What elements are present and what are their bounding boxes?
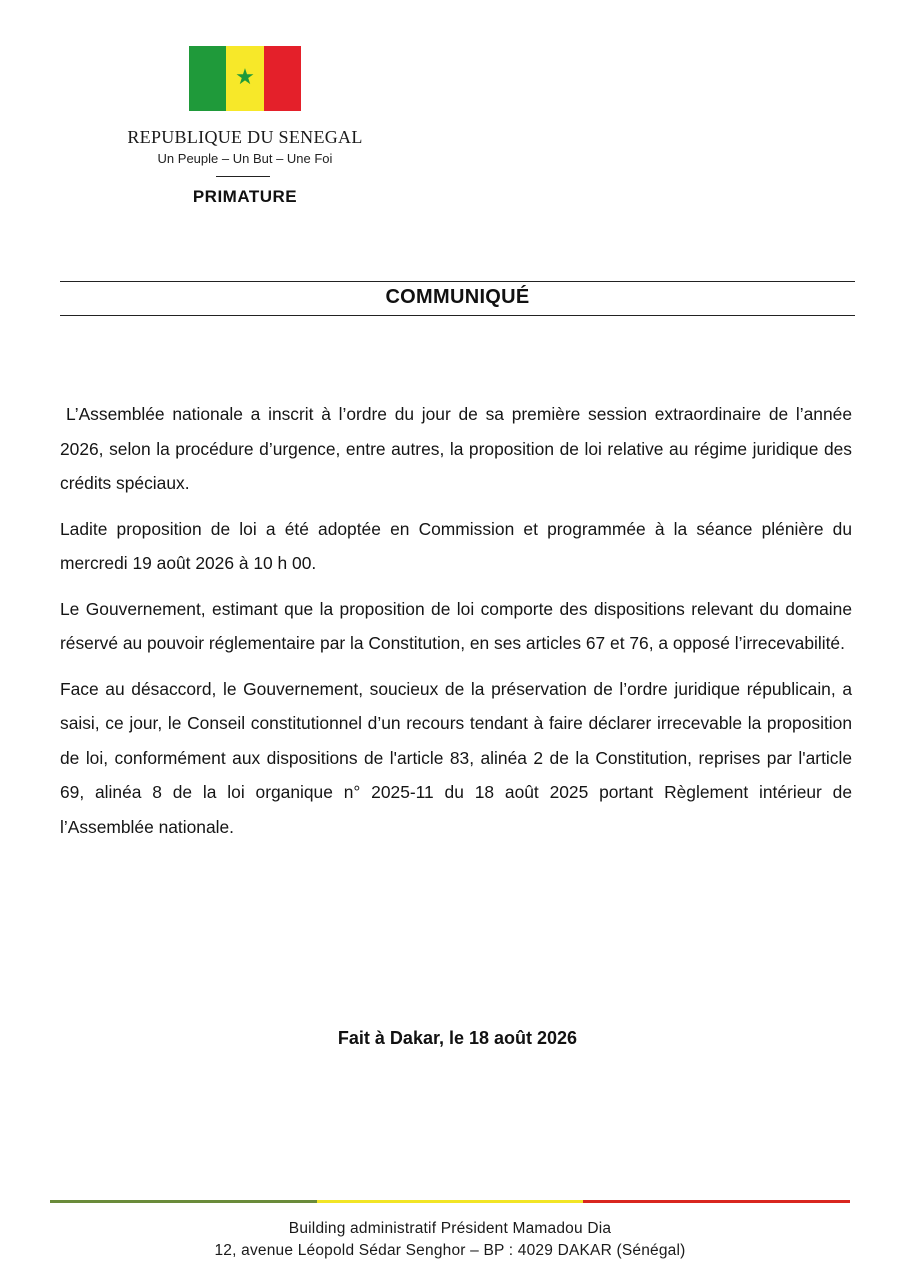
paragraph-2: Ladite proposition de loi a été adoptée en Commission et programmée à la séance plénière du mercredi 19 août 2026 à 10 h 00. (60, 518, 852, 573)
footer-yellow-segment (317, 1200, 584, 1203)
paragraph-1: L’Assemblée nationale a inscrit à l’ordre du jour de sa première session extraordinaire de l’année 2026, selon la procédure d’urgence, entre autres, la proposition de loi relative au régime juridique des crédits spéciaux. (60, 404, 852, 493)
address-line-2: 12, avenue Léopold Sédar Senghor – BP : 4029 DAKAR (Sénégal) (214, 1242, 686, 1259)
communique-body (60, 397, 852, 855)
country-name: REPUBLIQUE DU SENEGAL (127, 127, 363, 147)
title-rule-top (60, 281, 855, 282)
paragraph-4: Face au désaccord, le Gouvernement, soucieux de la préservation de l’ordre juridique républicain, a saisi, ce jour, le Conseil constitutionnel d’un recours tendant à faire déclarer irrecevable la proposition de loi, conformément aux dispositions de l'article 83, alinéa 2 de la Constitution, reprises par l'article 69, alinéa 8 de la loi organique n° 2025-11 du 18 août 2025 portant Règlement intérieur de l’Assemblée nationale. (60, 678, 852, 837)
paragraph-3: Le Gouvernement, estimant que la proposition de loi comporte des dispositions relevant du domaine réservé au pouvoir réglementaire par la Constitution, en ses articles 67 et 76, a opposé l’irrecevabilité. (60, 598, 852, 653)
issuing-office: PRIMATURE (192, 187, 298, 206)
flag-yellow-band (226, 46, 263, 111)
footer-tricolor-bar (50, 1200, 850, 1203)
signature-line: Fait à Dakar, le 18 août 2026 (337, 1028, 578, 1048)
address-line-1: Building administratif Président Mamadou Dia (288, 1220, 612, 1237)
star-icon: ★ (235, 64, 255, 90)
title-rule-bottom (60, 315, 855, 316)
footer-green-segment (50, 1200, 317, 1203)
footer-red-segment (583, 1200, 850, 1203)
flag-red-band (264, 46, 301, 111)
flag-green-band (189, 46, 226, 111)
motto-divider (216, 176, 270, 177)
document-title: COMMUNIQUÉ (385, 286, 530, 308)
national-motto: Un Peuple – Un But – Une Foi (157, 151, 333, 166)
senegal-flag-icon (189, 46, 301, 111)
footer-address (50, 1218, 850, 1262)
